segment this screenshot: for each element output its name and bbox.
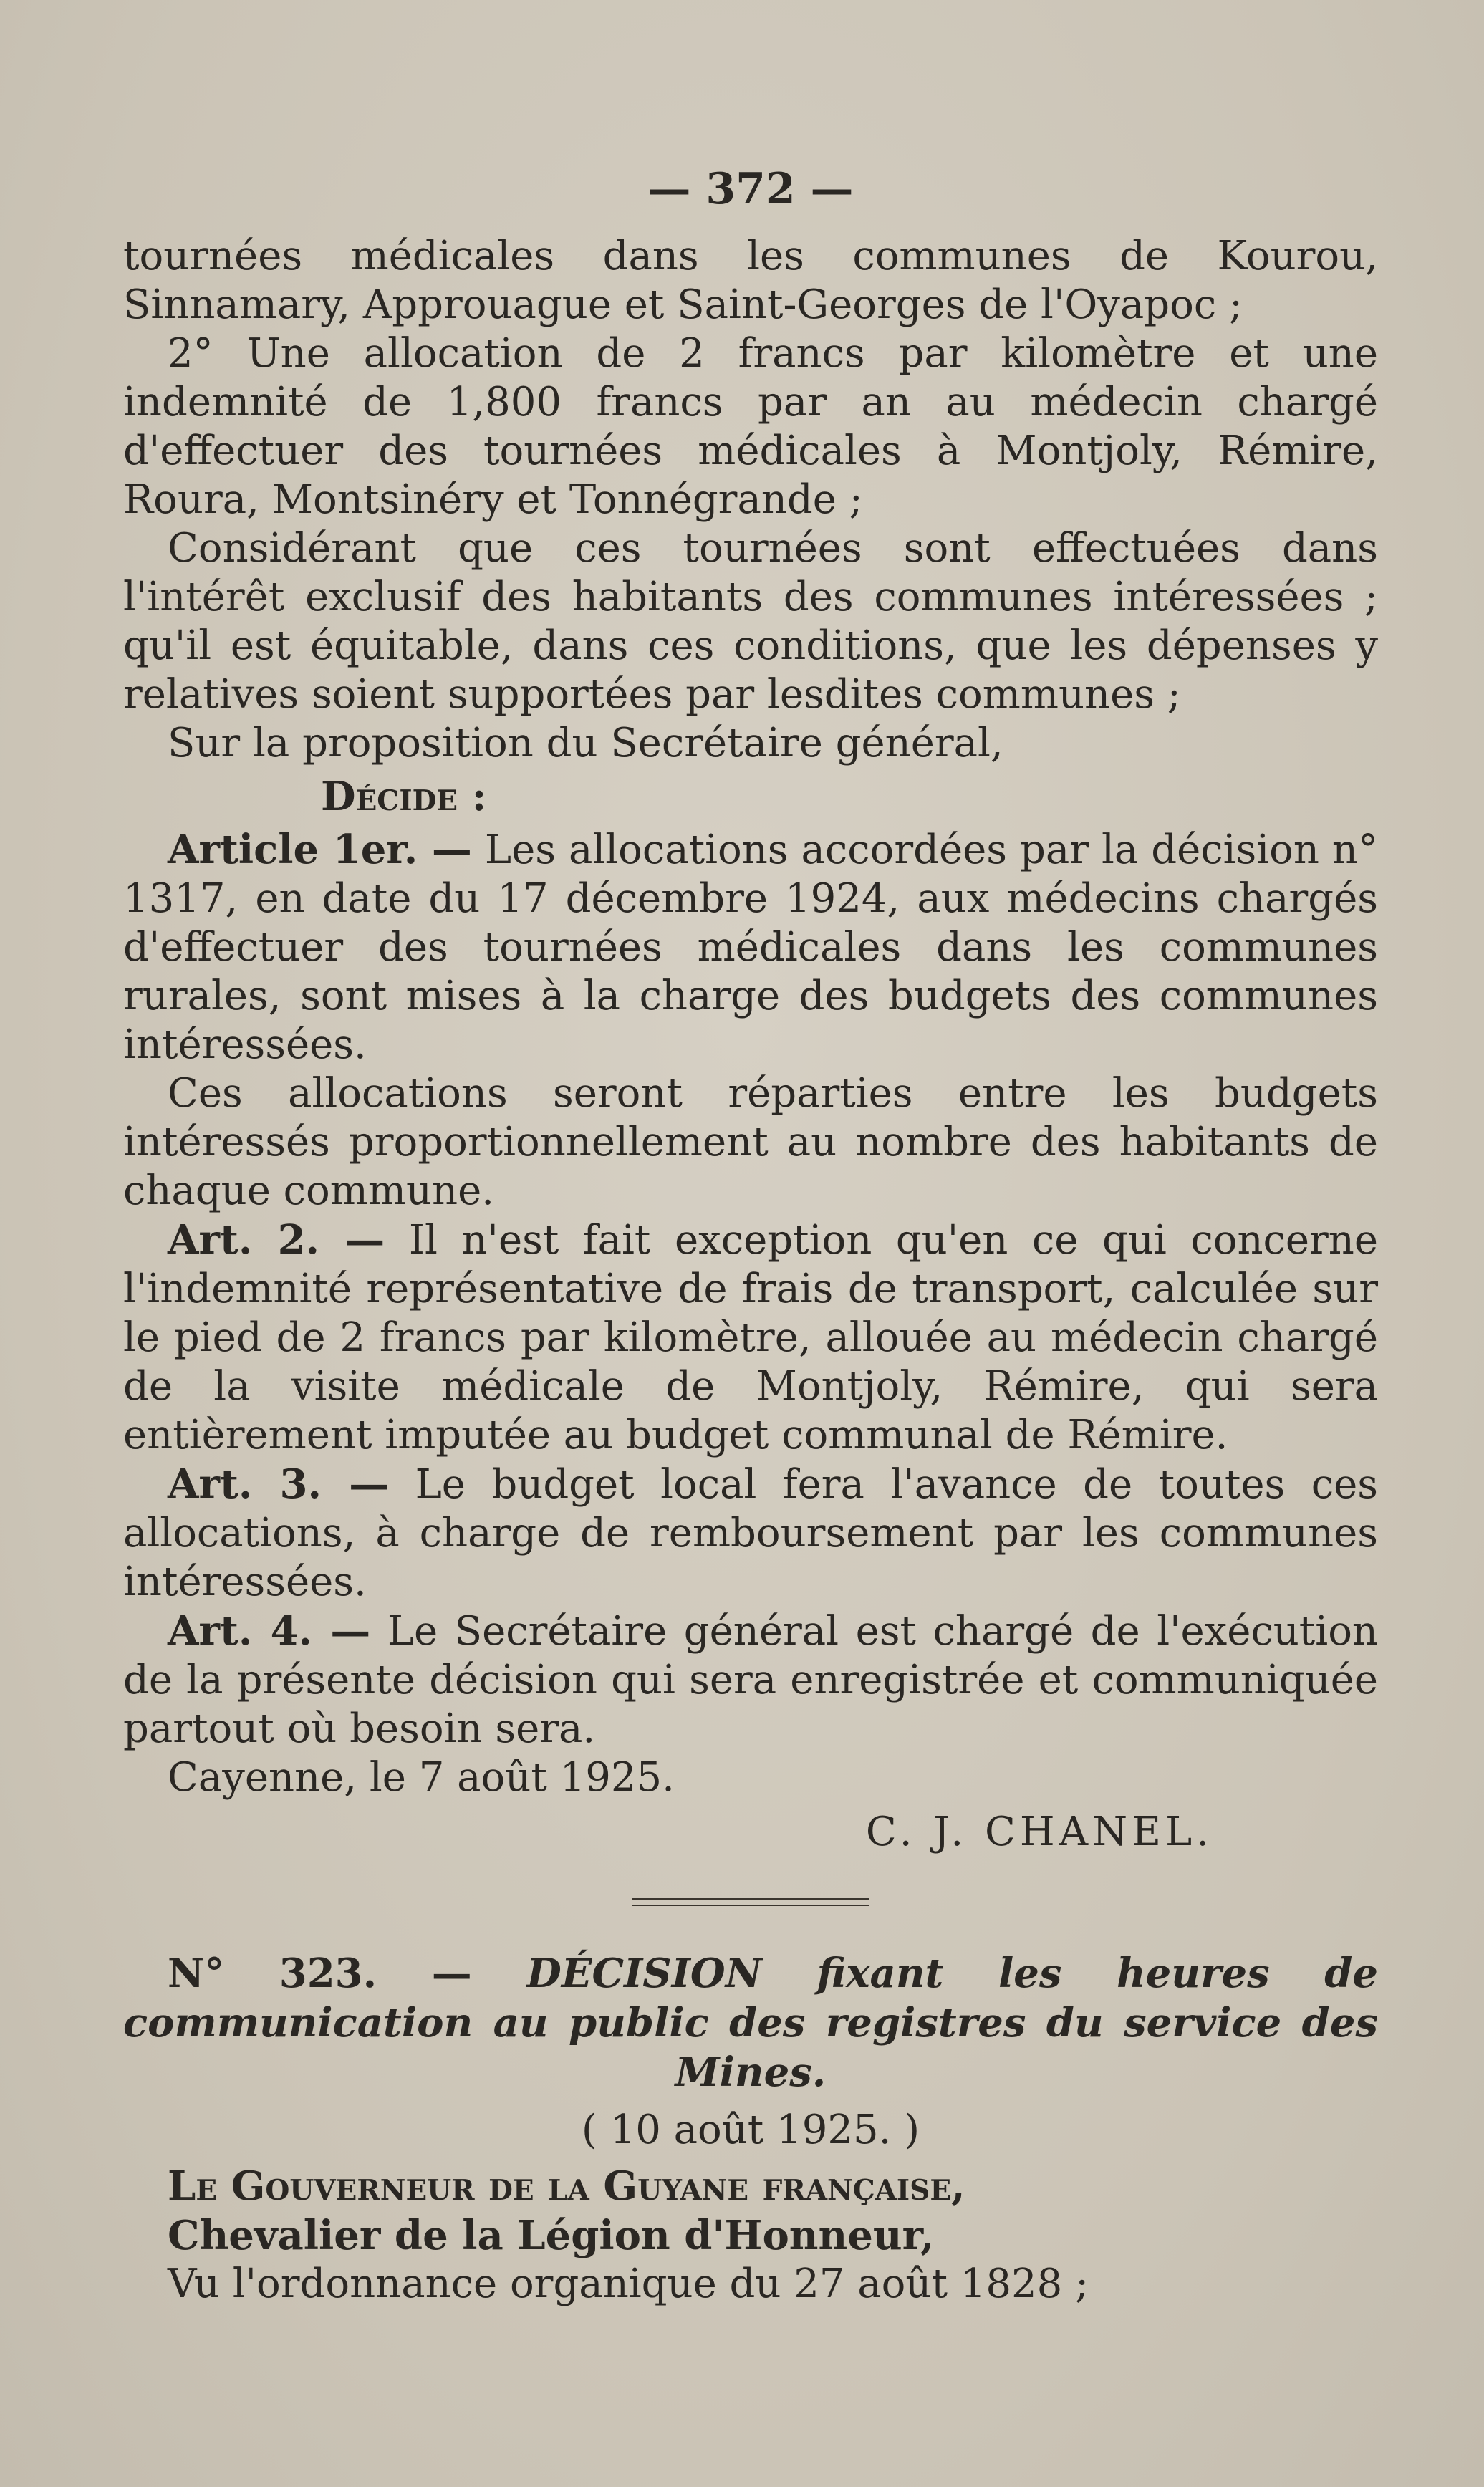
article-1-label: Article 1er. — xyxy=(168,826,472,873)
decision-heading xyxy=(123,1949,1378,2097)
section-divider xyxy=(632,1898,869,1906)
article-4-text: Le Secrétaire général est chargé de l'exécution de la présente décision qui sera enregistrée et communiquée partout où besoin sera. xyxy=(123,1608,1378,1752)
vu-ordonnance-line: Vu l'ordonnance organique du 27 août 1828 ; xyxy=(168,2261,1089,2307)
governor-line xyxy=(123,2162,1378,2211)
chevalier-line: Chevalier de la Légion d'Honneur, xyxy=(168,2212,935,2259)
page-number: — 372 — xyxy=(647,164,854,214)
decision-title: DÉCISION fixant les heures de communication au public des registres du service des Mines. xyxy=(123,1950,1379,2096)
signature: C. J. CHANEL. xyxy=(865,1809,1213,1855)
text-column xyxy=(123,165,1378,2309)
decide-heading: Décide : xyxy=(321,773,487,820)
article-2 xyxy=(123,1216,1378,1460)
article-3-text: Le budget local fera l'avance de toutes ces allocations, à charge de remboursement par les communes intéressées. xyxy=(123,1461,1378,1605)
paragraph-considerant: Considérant que ces tournées sont effectuées dans l'intérêt exclusif des habitants des communes intéressées ; qu'il est équitable, dans ces conditions, que les dépenses y relatives soient supportées par lesdites communes ; xyxy=(123,525,1378,718)
place-and-date: Cayenne, le 7 août 1925. xyxy=(168,1754,675,1801)
article-2-label: Art. 2. — xyxy=(168,1216,385,1264)
decision-date: ( 10 août 1925. ) xyxy=(581,2107,920,2153)
article-4 xyxy=(123,1607,1378,1754)
article-1 xyxy=(123,825,1378,1069)
paragraph-communes-list: tournées médicales dans les communes de Kourou, Sinnamary, Approuague et Saint-Georges de l'Oyapoc ; xyxy=(123,233,1378,328)
decision-number: N° 323. — xyxy=(168,1950,472,1997)
paragraph-proposition: Sur la proposition du Secrétaire général, xyxy=(168,720,1003,766)
article-4-label: Art. 4. — xyxy=(168,1607,371,1655)
article-1-text: Les allocations accordées par la décision n° 1317, en date du 17 décembre 1924, aux médecins chargés d'effectuer des tournées médicales dans les communes rurales, sont mises à la charge des budgets des communes intéressées. xyxy=(123,827,1378,1068)
governor-title: Le Gouverneur de la Guyane française, xyxy=(168,2163,965,2210)
paragraph-allocation: 2° Une allocation de 2 francs par kilomètre et une indemnité de 1,800 francs par an au médecin chargé d'effectuer des tournées médicales à Montjoly, Rémire, Roura, Montsinéry et Tonnégrande ; xyxy=(123,330,1378,523)
article-3-label: Art. 3. — xyxy=(168,1461,390,1508)
paragraph-repartition: Ces allocations seront réparties entre les budgets intéressés proportionnellement au nombre des habitants de chaque commune. xyxy=(123,1070,1378,1214)
article-2-text: Il n'est fait exception qu'en ce qui concerne l'indemnité représentative de frais de transport, calculée sur le pied de 2 francs par kilomètre, allouée au médecin chargé de la visite médicale de Montjoly, Rémire, qui sera entièrement imputée au budget communal de Rémire. xyxy=(123,1217,1378,1458)
article-3 xyxy=(123,1460,1378,1607)
